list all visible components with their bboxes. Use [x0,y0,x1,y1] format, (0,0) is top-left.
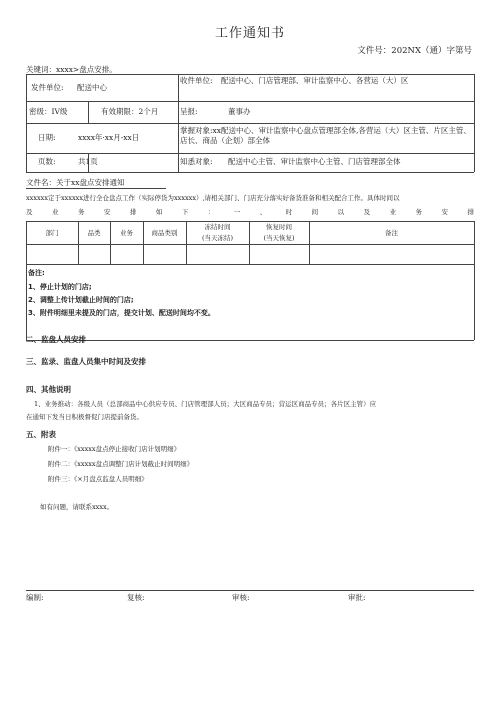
notify-label: 知悉对象: [180,157,213,166]
grid-line [26,74,474,75]
note-item: 2、调整上传计划截止时间的门店; [28,296,134,304]
table-header-remarks: 备注 [385,229,398,237]
sender-value: 配送中心 [77,83,107,92]
table-header-goods-type: 商品类别 [151,229,178,237]
note-item: 3、附件明细里未提及的门店，提交计划、配送时间均不变。 [28,309,215,317]
file-name: 文件名：关于xx盘点安排通知 [26,178,125,187]
grid-line [474,74,475,172]
notify-value: 配送中心主管、审计监察中心主管、门店管理部全体 [228,157,401,166]
table-header-business: 业务 [120,229,133,237]
table-line [26,244,474,245]
keyword-line: 关键词：xxxx>盘点安排。 [26,65,117,74]
footer-approval: 审批: [348,593,366,602]
document-number: 文件号：202NX（通）字第号 [357,46,472,56]
pages-value: 共1页 [78,157,98,166]
footer-reviewer: 复核: [127,593,145,602]
table-header-freeze: 冻结时间 [204,223,231,231]
sender-label: 发件单位: [31,83,64,92]
validity-period: 有效期限：2个月 [101,107,159,116]
table-header-restore: 恢复时间 [266,223,292,231]
grid-line [26,74,27,172]
grid-line [88,101,89,123]
pages-label: 页数: [38,157,56,166]
grid-line [26,101,474,102]
receiver-value: 配送中心、门店管理部、审计监察中心、各营运（大）区 [220,76,409,85]
footer-approver: 审核: [232,593,250,602]
other-line-2: 在通知下发当日积极督促门店提前备货。 [26,413,143,421]
section-2-heading: 二、监盘人员安排 [26,335,86,344]
table-line [474,221,475,340]
grid-line [26,172,474,173]
other-line-1: 1、业务推动：各级人员（总部商品中心供应专员、门店管理部人员；大区商品专员；营运区商品专员；各片区主管）应 [34,400,377,408]
grid-line [26,123,474,124]
attachment-item: 附件二：《xxxxx盘点调整门店计划截止时间明细》 [48,460,194,468]
attachment-item: 附件三：《×月盘点监盘人员明细》 [48,475,148,483]
table-line [26,221,27,340]
submit-label: 呈报: [180,107,198,116]
table-header-category: 品类 [87,229,101,237]
submit-value: 董事办 [228,107,251,116]
file-name-underline [26,188,166,189]
grid-line [26,153,474,154]
receiver-label: 收件单位: [180,76,213,85]
footer-editor: 编制: [26,593,44,602]
attachment-item: 附件一：《xxxxx盘点停止接收门店计划明细》 [48,445,181,453]
notes-title: 备注: [28,269,45,277]
section-3-heading: 三、监录、监盘人员集中时间及安排 [26,357,146,366]
table-header-dept: 部门 [45,229,59,237]
contact-line: 如有问题，请联系xxxx。 [40,503,114,511]
note-item: 1、停止计划的门店; [28,283,92,291]
date-value: xxxx年·xx月-xx日 [78,133,140,142]
handle-objects: 掌握对象:xx配送中心、审计监察中心盘点管理部全体,各营运（大）区主管、片区主管、店长、商品（企划）部全体 [180,126,471,145]
section-4-heading: 四、其他说明 [26,385,71,394]
receiver-cell [180,76,472,86]
table-header-freeze-sub: (当天冻结) [201,234,234,242]
secret-level: 密级：IV级 [29,107,68,116]
date-label: 日期: [38,133,56,142]
table-header-restore-sub: (当天恢复) [263,234,295,242]
grid-line [178,74,179,172]
table-line [26,340,474,341]
footer-rule [26,590,474,591]
table-line [26,264,474,265]
section-5-heading: 五、附表 [26,430,56,439]
intro-line-2: 及业务安排如下：一、时间以及业务安排 [26,208,474,216]
document-title: 工作通知书 [214,26,285,41]
intro-line-1: xxxxxx定于xxxxxx进行全仓盘点工作（实际停货为xxxxxx）,请相关部门、门店充分落实好备货准备和相关配合工作。具体时间以 [26,194,400,202]
